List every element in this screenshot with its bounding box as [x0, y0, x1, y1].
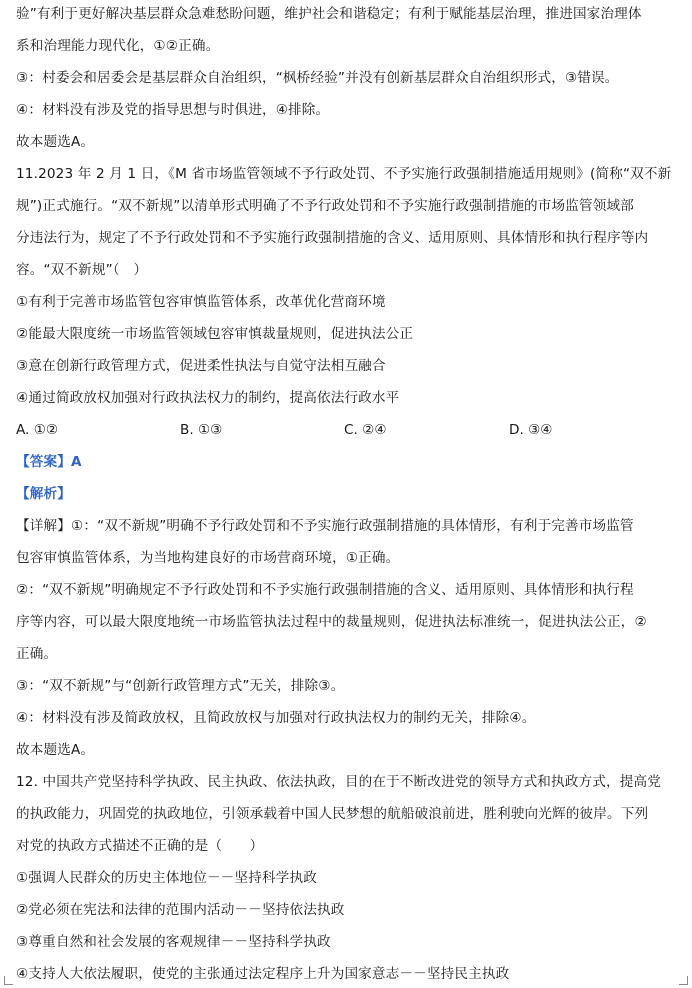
option-a: A. ①②: [16, 422, 59, 438]
page-corner-mark: [4, 976, 13, 985]
statement-item: ②能最大限度统一市场监管领域包容审慎裁量规则，促进执法公正: [16, 326, 414, 342]
statement-item: ④支持人大依法履职，使党的主张通过法定程序上升为国家意志－－坚持民主执政: [16, 966, 510, 982]
statement-item: ③尊重自然和社会发展的客观规律－－坚持科学执政: [16, 934, 331, 950]
option-d: D. ③④: [509, 422, 553, 438]
text-line: 故本题选A。: [16, 134, 95, 150]
question-11-line: 规”)正式施行。“双不新规”以清单形式明确了不予行政处罚和不予实施行政强制措施的市场监管领域部: [16, 198, 635, 214]
answer-tag: 【答案】A: [16, 454, 82, 470]
text-line: 验”有利于更好解决基层群众急难愁盼问题，维护社会和谐稳定；有利于赋能基层治理，推进国家治理体: [16, 6, 642, 22]
text-line: 系和治理能力现代化，①②正确。: [16, 38, 220, 54]
question-11-line: 容。“双不新规”（ ）: [16, 262, 148, 278]
detail-line: 包容审慎监管体系，为当地构建良好的市场营商环境，①正确。: [16, 550, 400, 566]
detail-text: ①：“双不新规”明确不予行政处罚和不予实施行政强制措施的具体情形，有利于完善市场监管: [70, 518, 634, 534]
question-12-line: 对党的执政方式描述不正确的是（ ）: [16, 838, 264, 854]
detail-line: ②：“双不新规”明确规定不予行政处罚和不予实施行政强制措施的含义、适用原则、具体情形和执行程: [16, 582, 634, 598]
text-line: ③：村委会和居委会是基层群众自治组织，“枫桥经验”并没有创新基层群众自治组织形式，③错误。: [16, 70, 619, 86]
question-12-line: 的执政能力，巩固党的执政地位，引领承载着中国人民梦想的航船破浪前进，胜利驶向光辉的彼岸。下列: [16, 806, 649, 822]
text-line: ④：材料没有涉及党的指导思想与时俱进，④排除。: [16, 102, 330, 118]
question-11-line: 11.2023 年 2 月 1 日，《M 省市场监管领域不予行政处罚、不予实施行政强制措施适用规则》(简称“双不新: [16, 166, 672, 182]
statement-item: ④通过简政放权加强对行政执法权力的制约，提高依法行政水平: [16, 390, 400, 406]
detail-line: 正确。: [16, 646, 58, 662]
detail-line: 序等内容，可以最大限度地统一市场监管执法过程中的裁量规则，促进执法标准统一，促进执法公正，②: [16, 614, 647, 630]
statement-item: ①强调人民群众的历史主体地位－－坚持科学执政: [16, 870, 317, 886]
option-b: B. ①③: [180, 422, 223, 438]
detail-line: 故本题选A。: [16, 742, 95, 758]
analysis-tag: 【解析】: [16, 486, 71, 502]
detail-tag: 【详解】: [16, 518, 71, 534]
page-corner-mark: [679, 976, 688, 985]
statement-item: ②党必须在宪法和法律的范围内活动－－坚持依法执政: [16, 902, 345, 918]
detail-line: ③：“双不新规”与“创新行政管理方式”无关，排除③。: [16, 678, 345, 694]
answer-line: [16, 453, 82, 471]
question-12-line: 12. 中国共产党坚持科学执政、民主执政、依法执政，目的在于不断改进党的领导方式和执政方式，提高党: [16, 774, 662, 790]
analysis-line: [16, 485, 71, 503]
detail-line: ④：材料没有涉及简政放权，且简政放权与加强对行政执法权力的制约无关，排除④。: [16, 710, 536, 726]
question-11-line: 分违法行为，规定了不予行政处罚和不予实施行政强制措施的含义、适用原则、具体情形和执行程序等内: [16, 230, 649, 246]
statement-item: ③意在创新行政管理方式，促进柔性执法与自觉守法相互融合: [16, 358, 386, 374]
detail-line: [16, 517, 634, 535]
statement-item: ①有利于完善市场监管包容审慎监管体系，改革优化营商环境: [16, 294, 386, 310]
option-c: C. ②④: [344, 422, 387, 438]
